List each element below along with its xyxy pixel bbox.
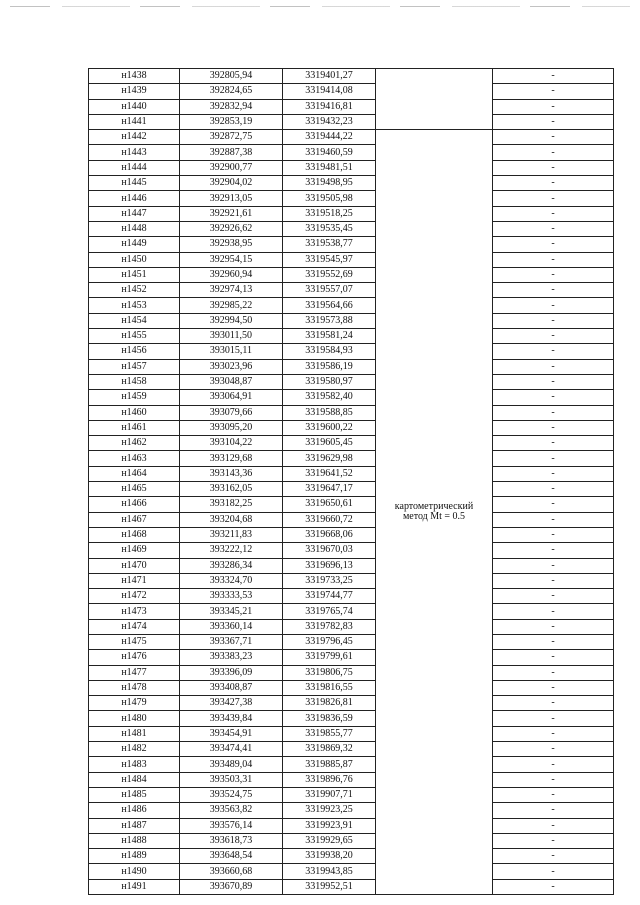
table-row: [89, 864, 614, 879]
x-coordinate-cell: 392904,02: [180, 176, 283, 191]
point-name-cell: н1455: [89, 329, 180, 344]
y-coordinate-cell: 3319869,32: [283, 742, 376, 757]
dash-mark-cell: -: [493, 619, 614, 634]
dash-mark-cell: -: [493, 818, 614, 833]
table-row: [89, 849, 614, 864]
point-name-cell: н1476: [89, 650, 180, 665]
x-coordinate-cell: 393563,82: [180, 803, 283, 818]
table-row: [89, 558, 614, 573]
dash-mark-cell: -: [493, 298, 614, 313]
point-name-cell: н1461: [89, 420, 180, 435]
y-coordinate-cell: 3319586,19: [283, 359, 376, 374]
point-name-cell: н1467: [89, 512, 180, 527]
table-row: [89, 527, 614, 542]
point-name-cell: н1458: [89, 374, 180, 389]
point-name-cell: н1468: [89, 527, 180, 542]
table-row: [89, 497, 614, 512]
y-coordinate-cell: 3319600,22: [283, 420, 376, 435]
y-coordinate-cell: 3319581,24: [283, 329, 376, 344]
y-coordinate-cell: 3319552,69: [283, 267, 376, 282]
y-coordinate-cell: 3319460,59: [283, 145, 376, 160]
y-coordinate-cell: 3319573,88: [283, 313, 376, 328]
point-name-cell: н1444: [89, 160, 180, 175]
y-coordinate-cell: 3319696,13: [283, 558, 376, 573]
table-row: [89, 99, 614, 114]
point-name-cell: н1482: [89, 742, 180, 757]
y-coordinate-cell: 3319660,72: [283, 512, 376, 527]
table-row: [89, 267, 614, 282]
dash-mark-cell: -: [493, 344, 614, 359]
dash-mark-cell: -: [493, 313, 614, 328]
x-coordinate-cell: 392853,19: [180, 114, 283, 129]
method-text-line1: картометрический: [394, 501, 474, 513]
table-row: [89, 818, 614, 833]
table-row: [89, 696, 614, 711]
y-coordinate-cell: 3319907,71: [283, 787, 376, 802]
x-coordinate-cell: 393648,54: [180, 849, 283, 864]
x-coordinate-cell: 393064,91: [180, 390, 283, 405]
point-name-cell: н1483: [89, 757, 180, 772]
y-coordinate-cell: 3319796,45: [283, 634, 376, 649]
x-coordinate-cell: 393333,53: [180, 589, 283, 604]
table-row: [89, 466, 614, 481]
point-name-cell: н1466: [89, 497, 180, 512]
y-coordinate-cell: 3319799,61: [283, 650, 376, 665]
x-coordinate-cell: 393503,31: [180, 772, 283, 787]
x-coordinate-cell: 393345,21: [180, 604, 283, 619]
table-row: [89, 191, 614, 206]
x-coordinate-cell: 393618,73: [180, 833, 283, 848]
point-name-cell: н1490: [89, 864, 180, 879]
x-coordinate-cell: 393660,68: [180, 864, 283, 879]
y-coordinate-cell: 3319535,45: [283, 221, 376, 236]
dash-mark-cell: -: [493, 772, 614, 787]
dash-mark-cell: -: [493, 650, 614, 665]
y-coordinate-cell: 3319538,77: [283, 237, 376, 252]
table-row: [89, 604, 614, 619]
dash-mark-cell: -: [493, 130, 614, 145]
method-cell-upper: [376, 69, 493, 130]
point-name-cell: н1485: [89, 787, 180, 802]
point-name-cell: н1451: [89, 267, 180, 282]
point-name-cell: н1439: [89, 84, 180, 99]
dash-mark-cell: -: [493, 527, 614, 542]
y-coordinate-cell: 3319588,85: [283, 405, 376, 420]
table-row: [89, 221, 614, 236]
x-coordinate-cell: 392824,65: [180, 84, 283, 99]
x-coordinate-cell: 393048,87: [180, 374, 283, 389]
point-name-cell: н1469: [89, 543, 180, 558]
dash-mark-cell: -: [493, 573, 614, 588]
x-coordinate-cell: 392954,15: [180, 252, 283, 267]
x-coordinate-cell: 392960,94: [180, 267, 283, 282]
dash-mark-cell: -: [493, 497, 614, 512]
point-name-cell: н1491: [89, 879, 180, 894]
dash-mark-cell: -: [493, 99, 614, 114]
x-coordinate-cell: 393489,04: [180, 757, 283, 772]
table-row: [89, 390, 614, 405]
x-coordinate-cell: 393324,70: [180, 573, 283, 588]
x-coordinate-cell: 393670,89: [180, 879, 283, 894]
dash-mark-cell: -: [493, 466, 614, 481]
y-coordinate-cell: 3319481,51: [283, 160, 376, 175]
y-coordinate-cell: 3319641,52: [283, 466, 376, 481]
y-coordinate-cell: 3319647,17: [283, 482, 376, 497]
dash-mark-cell: -: [493, 604, 614, 619]
table-row: [89, 573, 614, 588]
x-coordinate-cell: 393396,09: [180, 665, 283, 680]
table-row: [89, 420, 614, 435]
y-coordinate-cell: 3319885,87: [283, 757, 376, 772]
point-name-cell: н1473: [89, 604, 180, 619]
y-coordinate-cell: 3319518,25: [283, 206, 376, 221]
point-name-cell: н1453: [89, 298, 180, 313]
dash-mark-cell: -: [493, 512, 614, 527]
x-coordinate-cell: 393427,38: [180, 696, 283, 711]
table-row: [89, 665, 614, 680]
dash-mark-cell: -: [493, 176, 614, 191]
point-name-cell: н1454: [89, 313, 180, 328]
table-row: [89, 634, 614, 649]
table-row: [89, 344, 614, 359]
x-coordinate-cell: 392832,94: [180, 99, 283, 114]
y-coordinate-cell: 3319605,45: [283, 436, 376, 451]
dash-mark-cell: -: [493, 191, 614, 206]
point-name-cell: н1441: [89, 114, 180, 129]
dash-mark-cell: -: [493, 283, 614, 298]
dash-mark-cell: -: [493, 436, 614, 451]
x-coordinate-cell: 392921,61: [180, 206, 283, 221]
y-coordinate-cell: 3319401,27: [283, 69, 376, 84]
dash-mark-cell: -: [493, 420, 614, 435]
x-coordinate-cell: 392900,77: [180, 160, 283, 175]
y-coordinate-cell: 3319670,03: [283, 543, 376, 558]
x-coordinate-cell: 392985,22: [180, 298, 283, 313]
x-coordinate-cell: 392872,75: [180, 130, 283, 145]
dash-mark-cell: -: [493, 405, 614, 420]
y-coordinate-cell: 3319498,95: [283, 176, 376, 191]
x-coordinate-cell: 393104,22: [180, 436, 283, 451]
table-row: [89, 833, 614, 848]
dash-mark-cell: -: [493, 206, 614, 221]
scan-artifact-line: [10, 6, 630, 7]
method-cell: [376, 130, 493, 895]
table-row: [89, 130, 614, 145]
y-coordinate-cell: 3319545,97: [283, 252, 376, 267]
dash-mark-cell: -: [493, 221, 614, 236]
y-coordinate-cell: 3319584,93: [283, 344, 376, 359]
dash-mark-cell: -: [493, 84, 614, 99]
point-name-cell: н1459: [89, 390, 180, 405]
x-coordinate-cell: 393079,66: [180, 405, 283, 420]
y-coordinate-cell: 3319432,23: [283, 114, 376, 129]
point-name-cell: н1456: [89, 344, 180, 359]
point-name-cell: н1445: [89, 176, 180, 191]
y-coordinate-cell: 3319650,61: [283, 497, 376, 512]
point-name-cell: н1440: [89, 99, 180, 114]
dash-mark-cell: -: [493, 237, 614, 252]
table-row: [89, 313, 614, 328]
x-coordinate-cell: 393222,12: [180, 543, 283, 558]
point-name-cell: н1457: [89, 359, 180, 374]
x-coordinate-cell: 393204,68: [180, 512, 283, 527]
dash-mark-cell: -: [493, 665, 614, 680]
point-name-cell: н1481: [89, 726, 180, 741]
dash-mark-cell: -: [493, 742, 614, 757]
dash-mark-cell: -: [493, 114, 614, 129]
point-name-cell: н1449: [89, 237, 180, 252]
dash-mark-cell: -: [493, 558, 614, 573]
point-name-cell: н1465: [89, 482, 180, 497]
point-name-cell: н1478: [89, 680, 180, 695]
table-row: [89, 650, 614, 665]
point-name-cell: н1489: [89, 849, 180, 864]
x-coordinate-cell: 393360,14: [180, 619, 283, 634]
dash-mark-cell: -: [493, 543, 614, 558]
x-coordinate-cell: 393474,41: [180, 742, 283, 757]
x-coordinate-cell: 393383,23: [180, 650, 283, 665]
y-coordinate-cell: 3319733,25: [283, 573, 376, 588]
y-coordinate-cell: 3319938,20: [283, 849, 376, 864]
y-coordinate-cell: 3319806,75: [283, 665, 376, 680]
dash-mark-cell: -: [493, 680, 614, 695]
table-row: [89, 374, 614, 389]
coordinates-table: [88, 68, 614, 895]
point-name-cell: н1443: [89, 145, 180, 160]
table-row: [89, 512, 614, 527]
dash-mark-cell: -: [493, 390, 614, 405]
point-name-cell: н1460: [89, 405, 180, 420]
y-coordinate-cell: 3319744,77: [283, 589, 376, 604]
dash-mark-cell: -: [493, 145, 614, 160]
table-row: [89, 589, 614, 604]
dash-mark-cell: -: [493, 803, 614, 818]
point-name-cell: н1486: [89, 803, 180, 818]
y-coordinate-cell: 3319836,59: [283, 711, 376, 726]
x-coordinate-cell: 393162,05: [180, 482, 283, 497]
point-name-cell: н1452: [89, 283, 180, 298]
table-row: [89, 436, 614, 451]
table-row: [89, 742, 614, 757]
y-coordinate-cell: 3319943,85: [283, 864, 376, 879]
x-coordinate-cell: 393439,84: [180, 711, 283, 726]
table-row: [89, 176, 614, 191]
x-coordinate-cell: 393182,25: [180, 497, 283, 512]
table-row: [89, 803, 614, 818]
dash-mark-cell: -: [493, 267, 614, 282]
point-name-cell: н1477: [89, 665, 180, 680]
dash-mark-cell: -: [493, 374, 614, 389]
y-coordinate-cell: 3319444,22: [283, 130, 376, 145]
x-coordinate-cell: 392805,94: [180, 69, 283, 84]
x-coordinate-cell: 393286,34: [180, 558, 283, 573]
x-coordinate-cell: 393011,50: [180, 329, 283, 344]
point-name-cell: н1448: [89, 221, 180, 236]
dash-mark-cell: -: [493, 787, 614, 802]
table-row: [89, 726, 614, 741]
y-coordinate-cell: 3319582,40: [283, 390, 376, 405]
y-coordinate-cell: 3319564,66: [283, 298, 376, 313]
y-coordinate-cell: 3319826,81: [283, 696, 376, 711]
point-name-cell: н1472: [89, 589, 180, 604]
dash-mark-cell: -: [493, 359, 614, 374]
point-name-cell: н1475: [89, 634, 180, 649]
point-name-cell: н1446: [89, 191, 180, 206]
x-coordinate-cell: 392994,50: [180, 313, 283, 328]
y-coordinate-cell: 3319923,25: [283, 803, 376, 818]
table-row: [89, 237, 614, 252]
y-coordinate-cell: 3319414,08: [283, 84, 376, 99]
x-coordinate-cell: 393408,87: [180, 680, 283, 695]
table-row: [89, 69, 614, 84]
dash-mark-cell: -: [493, 160, 614, 175]
table-row: [89, 145, 614, 160]
table-row: [89, 482, 614, 497]
point-name-cell: н1479: [89, 696, 180, 711]
x-coordinate-cell: 393015,11: [180, 344, 283, 359]
table-row: [89, 252, 614, 267]
y-coordinate-cell: 3319557,07: [283, 283, 376, 298]
point-name-cell: н1463: [89, 451, 180, 466]
x-coordinate-cell: 393129,68: [180, 451, 283, 466]
x-coordinate-cell: 392913,05: [180, 191, 283, 206]
point-name-cell: н1450: [89, 252, 180, 267]
y-coordinate-cell: 3319952,51: [283, 879, 376, 894]
table-row: [89, 879, 614, 894]
dash-mark-cell: -: [493, 451, 614, 466]
dash-mark-cell: -: [493, 726, 614, 741]
table-row: [89, 680, 614, 695]
x-coordinate-cell: 393023,96: [180, 359, 283, 374]
dash-mark-cell: -: [493, 711, 614, 726]
y-coordinate-cell: 3319816,55: [283, 680, 376, 695]
point-name-cell: н1474: [89, 619, 180, 634]
y-coordinate-cell: 3319416,81: [283, 99, 376, 114]
table-row: [89, 772, 614, 787]
point-name-cell: н1488: [89, 833, 180, 848]
dash-mark-cell: -: [493, 589, 614, 604]
dash-mark-cell: -: [493, 634, 614, 649]
x-coordinate-cell: 392974,13: [180, 283, 283, 298]
dash-mark-cell: -: [493, 757, 614, 772]
x-coordinate-cell: 393143,36: [180, 466, 283, 481]
point-name-cell: н1462: [89, 436, 180, 451]
table-row: [89, 711, 614, 726]
y-coordinate-cell: 3319765,74: [283, 604, 376, 619]
y-coordinate-cell: 3319929,65: [283, 833, 376, 848]
dash-mark-cell: -: [493, 482, 614, 497]
table-row: [89, 160, 614, 175]
x-coordinate-cell: 393524,75: [180, 787, 283, 802]
dash-mark-cell: -: [493, 696, 614, 711]
point-name-cell: н1471: [89, 573, 180, 588]
table-row: [89, 787, 614, 802]
dash-mark-cell: -: [493, 329, 614, 344]
dash-mark-cell: -: [493, 879, 614, 894]
table-row: [89, 543, 614, 558]
x-coordinate-cell: 393095,20: [180, 420, 283, 435]
x-coordinate-cell: 392887,38: [180, 145, 283, 160]
y-coordinate-cell: 3319505,98: [283, 191, 376, 206]
dash-mark-cell: -: [493, 833, 614, 848]
point-name-cell: н1480: [89, 711, 180, 726]
point-name-cell: н1438: [89, 69, 180, 84]
x-coordinate-cell: 393576,14: [180, 818, 283, 833]
dash-mark-cell: -: [493, 69, 614, 84]
table-row: [89, 329, 614, 344]
point-name-cell: н1447: [89, 206, 180, 221]
table-row: [89, 84, 614, 99]
dash-mark-cell: -: [493, 252, 614, 267]
point-name-cell: н1484: [89, 772, 180, 787]
coordinates-table-body: [89, 69, 614, 895]
y-coordinate-cell: 3319896,76: [283, 772, 376, 787]
table-row: [89, 619, 614, 634]
table-row: [89, 298, 614, 313]
table-row: [89, 114, 614, 129]
y-coordinate-cell: 3319629,98: [283, 451, 376, 466]
y-coordinate-cell: 3319923,91: [283, 818, 376, 833]
point-name-cell: н1487: [89, 818, 180, 833]
table-row: [89, 757, 614, 772]
dash-mark-cell: -: [493, 849, 614, 864]
method-text-line2: метод Mt = 0.5: [402, 511, 466, 523]
y-coordinate-cell: 3319580,97: [283, 374, 376, 389]
x-coordinate-cell: 393367,71: [180, 634, 283, 649]
dash-mark-cell: -: [493, 864, 614, 879]
x-coordinate-cell: 393211,83: [180, 527, 283, 542]
table-row: [89, 359, 614, 374]
table-row: [89, 206, 614, 221]
table-row: [89, 451, 614, 466]
y-coordinate-cell: 3319855,77: [283, 726, 376, 741]
point-name-cell: н1470: [89, 558, 180, 573]
point-name-cell: н1464: [89, 466, 180, 481]
table-row: [89, 405, 614, 420]
y-coordinate-cell: 3319668,06: [283, 527, 376, 542]
x-coordinate-cell: 393454,91: [180, 726, 283, 741]
y-coordinate-cell: 3319782,83: [283, 619, 376, 634]
table-row: [89, 283, 614, 298]
x-coordinate-cell: 392926,62: [180, 221, 283, 236]
point-name-cell: н1442: [89, 130, 180, 145]
x-coordinate-cell: 392938,95: [180, 237, 283, 252]
